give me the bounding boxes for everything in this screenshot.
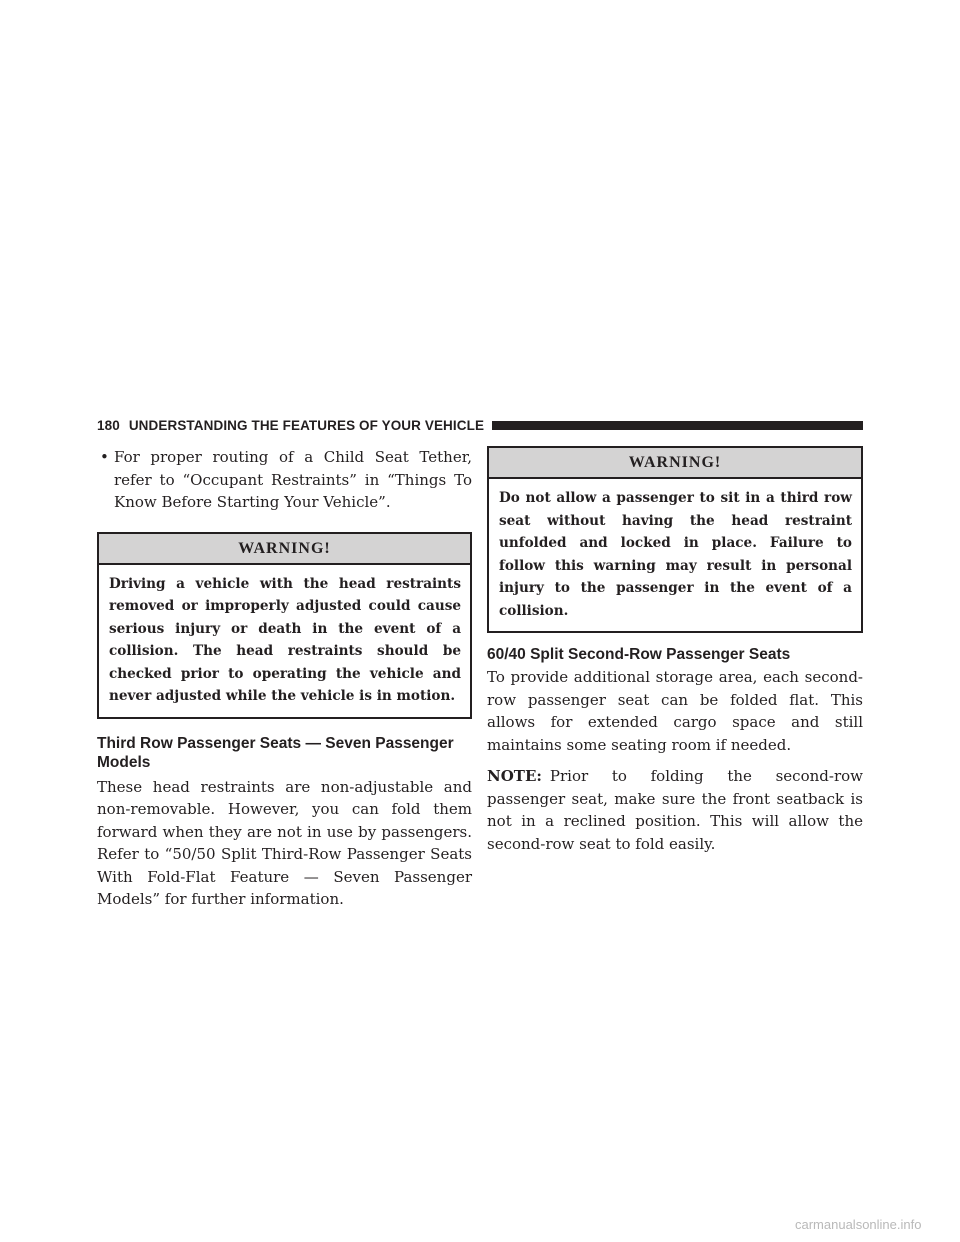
section-heading-second-row: 60/40 Split Second-Row Passenger Seats xyxy=(487,646,791,663)
bullet-text: For proper routing of a Child Seat Tether, refer to “Occupant Restraints” in “Things To Know Before Starting Your Vehicle”. xyxy=(114,448,472,511)
watermark: carmanualsonline.info xyxy=(795,1217,922,1232)
note-paragraph xyxy=(487,765,863,855)
section-title: UNDERSTANDING THE FEATURES OF YOUR VEHICLE xyxy=(128,417,485,433)
section-heading-third-row: Third Row Passenger Seats — Seven Passenger Models xyxy=(97,734,454,771)
warning-title: WARNING! xyxy=(99,534,470,565)
header-rule xyxy=(492,421,863,430)
page-header xyxy=(97,415,863,435)
warning-box-third-row xyxy=(487,446,863,633)
warning-box-head-restraints xyxy=(97,532,472,719)
warning-body: Driving a vehicle with the head restraints removed or improperly adjusted could cause serious injury or death in the event of a collision. The head restraints should be checked prior to operating the vehicle and never adjusted while the vehicle is in motion. xyxy=(109,575,461,704)
note-body: Prior to folding the second-row passenger seat, make sure the front seatback is not in a reclined position. This will allow the second-row seat to fold easily. xyxy=(487,767,863,853)
section-body-third-row: These head restraints are non-adjustable and non-removable. However, you can fold them forward when they are not in use by passengers. Refer to “50/50 Split Third-Row Passenger Seats With Fold-Flat Feature — Seven Passenger Models” for further information. xyxy=(97,777,472,908)
bullet-item xyxy=(97,446,472,514)
warning-title: WARNING! xyxy=(489,448,861,479)
bullet-icon: • xyxy=(100,448,109,466)
page-number: 180 xyxy=(97,417,120,433)
section-body-second-row: To provide additional storage area, each second-row passenger seat can be folded flat. This allows for extended cargo space and still maintains some seating room if needed. xyxy=(487,668,863,754)
right-column xyxy=(487,446,863,855)
left-column xyxy=(97,446,472,911)
warning-body: Do not allow a passenger to sit in a third row seat without having the head restraint unfolded and locked in place. Failure to follow this warning may result in personal injury to the passenger in the event of a collision. xyxy=(499,490,852,619)
note-label: NOTE: xyxy=(487,767,542,785)
